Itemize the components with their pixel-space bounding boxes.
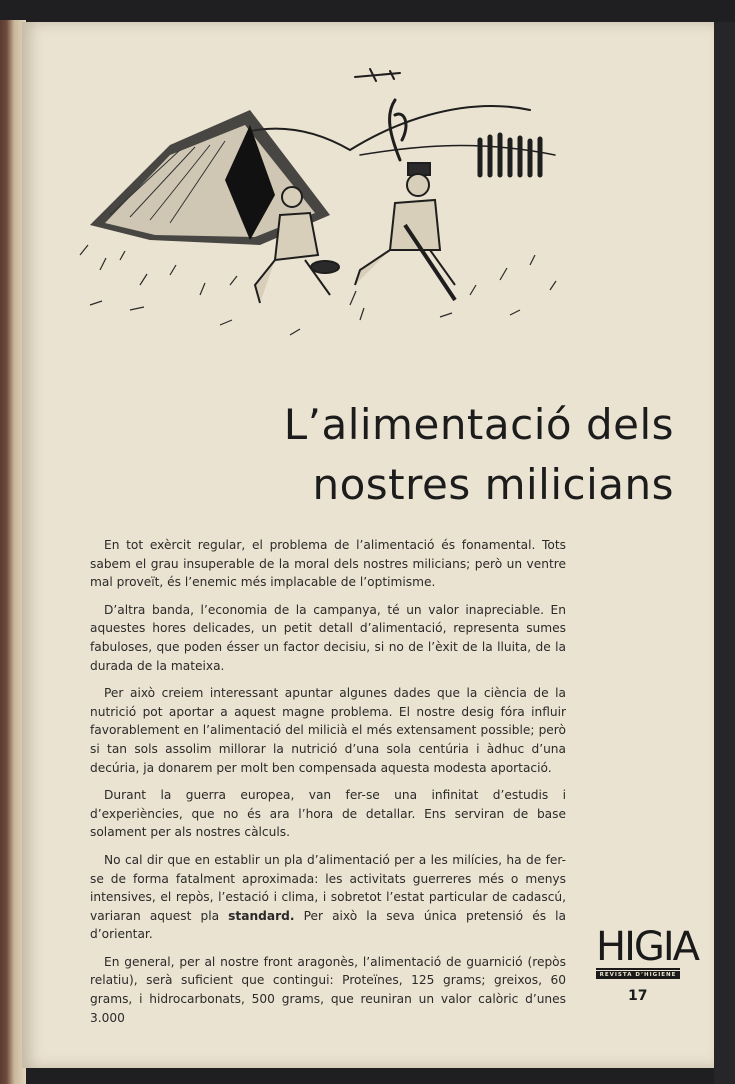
article-body — [90, 536, 566, 1036]
paragraph-5-emphasis: standard. — [228, 908, 295, 923]
article-title — [254, 395, 674, 515]
page-number: 17 — [628, 988, 648, 1004]
paragraph-2: D’altra banda, l’economia de la campanya, té un valor inapreciable. En aquestes hores delicades, un petit detall d’alimentació, representa sumes fabuloses, que poden ésser un factor decisiu, si no de l’èxit de la lluita, de la durada de la mateixa. — [90, 602, 566, 673]
logo-wordmark: HIGIA — [596, 924, 699, 970]
paragraph-3: Per això creiem interessant apuntar algunes dades que la ciència de la nutrició pot aportar a aquest magne problema. El nostre desig fóra influir favorablement en l’alimentació del milicià el més extensament possible; però si tan sols assolim millorar la nutrició d’una sola centúria i àdhuc d’una decúria, ja donarem per molt ben compensada aquesta modesta aportació. — [90, 686, 566, 775]
paragraph-6: En general, per al nostre front aragonès, l’alimentació de guarnició (repòs relatiu), serà suficient que contingui: Proteïnes, 125 grams; greixos, 60 grams, i hidrocarbonats, 500 grams, que reuniran un valor calòric d’unes 3.000 — [90, 954, 566, 1025]
logo-subtitle: REVISTA D’HIGIENE — [596, 971, 680, 979]
title-line-2: nostres milicians — [312, 460, 674, 509]
title-line-1: L’alimentació dels — [283, 400, 674, 449]
paragraph-1: En tot exèrcit regular, el problema de l’alimentació és fonamental. Tots sabem el grau insuperable de la moral dels nostres milicians; però un ventre mal proveït, és l’enemic més implacable de l’optimisme. — [90, 538, 566, 590]
paragraph-4: Durant la guerra europea, van fer-se una infinitat d’estudis i d’experiències, que no és ara l’hora de detallar. Ens serviran de base solament per als nostres càlculs. — [90, 788, 566, 840]
paragraph-5-text-b: Per això la seva única pretensió és la d’orientar. — [90, 908, 567, 942]
scan-background — [714, 22, 735, 1084]
military-camp-illustration — [60, 55, 570, 355]
paragraph-5 — [90, 851, 566, 944]
higia-logo — [596, 924, 699, 982]
paragraph-5-text-a: No cal dir que en establir un pla d’alimentació per a les milícies, ha de fer-se de forma fatalment aproximada: les activitats guerreres més o menys intensives, el repòs, l’estació i clima, i sobretot l’estat particular de cadascú, variaran aquest pla — [90, 852, 566, 923]
